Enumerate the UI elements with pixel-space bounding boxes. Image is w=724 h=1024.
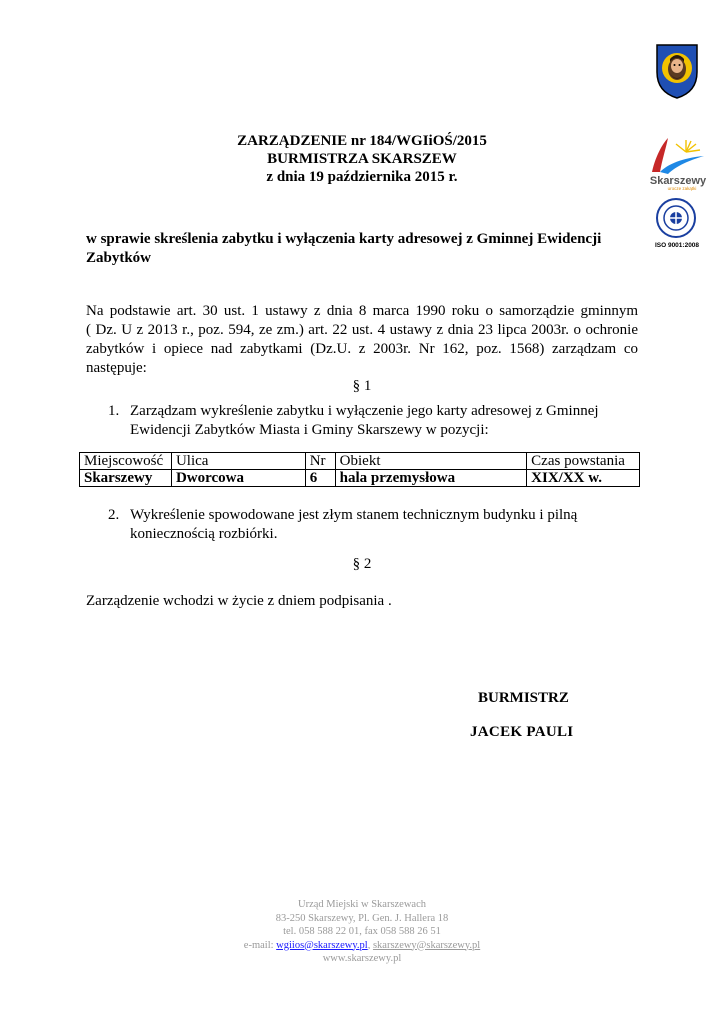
item-line: Ewidencji Zabytków Miasta i Gminy Skarszewy w pozycji: — [130, 422, 489, 438]
effective-clause: Zarządzenie wchodzi w życie z dniem podpisania . — [86, 593, 392, 609]
item-text — [130, 402, 630, 440]
item-number: 1. — [108, 403, 120, 419]
list-item — [108, 506, 628, 546]
email-link-skarszewy[interactable]: skarszewy@skarszewy.pl — [372, 939, 481, 951]
monument-table — [79, 452, 640, 487]
footer-email-line — [0, 939, 724, 953]
table-header-row — [80, 453, 640, 470]
brand-name: Skarszewy — [649, 175, 707, 187]
issuing-authority: BURMISTRZA SKARSZEW — [267, 151, 457, 167]
basis-line: ( Dz. U z 2013 r., poz. 594, ze zm.) art. 22 ust. 4 ustawy z dnia 23 lipca 2003r. o ochronie — [86, 322, 638, 338]
header-cell: Ulica — [171, 453, 305, 470]
footer-address: 83-250 Skarszewy, Pl. Gen. J. Hallera 18 — [275, 912, 449, 924]
email-separator: , — [367, 939, 373, 951]
header-cell: Obiekt — [335, 453, 527, 470]
header-cell: Nr — [305, 453, 335, 470]
legal-basis — [86, 302, 638, 378]
subject-line: Zabytków — [86, 250, 152, 266]
email-link-wgiios[interactable]: wgiios@skarszewy.pl — [276, 939, 368, 951]
signatory-name: JACEK PAULI — [470, 724, 574, 740]
section-1-mark: § 1 — [352, 378, 372, 394]
item-text — [130, 506, 630, 544]
ordinance-subject — [86, 230, 646, 268]
list-item — [108, 402, 628, 442]
header-cell: Czas powstania — [527, 453, 640, 470]
footer-phone: tel. 058 588 22 01, fax 058 588 26 51 — [283, 926, 441, 937]
signatory-role: BURMISTRZ — [478, 690, 569, 706]
footer-office: Urząd Miejski w Skarszewach — [298, 899, 426, 910]
chamber-seal-icon — [648, 198, 704, 238]
table-cell: 6 — [305, 470, 335, 487]
brand-tagline: urocze zakątki — [667, 186, 697, 191]
ordinance-number: ZARZĄDZENIE nr 184/WGIiOŚ/2015 — [237, 133, 487, 149]
table-cell: XIX/XX w. — [527, 470, 640, 487]
basis-line: zabytków i opiece nad zabytkami (Dz.U. z 2003r. Nr 162, poz. 1568) zarządzam co następuje: — [86, 341, 638, 376]
ordinance-title — [0, 132, 724, 186]
subject-line: w sprawie skreślenia zabytku i wyłączenia karty adresowej z Gminnej Ewidencji — [86, 231, 602, 247]
iso-certification-label: ISO 9001:2008 — [654, 242, 700, 249]
table-cell: Skarszewy — [80, 470, 172, 487]
email-prefix: e-mail: — [243, 939, 277, 951]
table-row — [80, 470, 640, 487]
logos-column — [640, 38, 714, 249]
item-line: Zarządzam wykreślenie zabytku i wyłączenie jego karty adresowej z Gminnej — [130, 403, 599, 419]
header-cell: Miejscowość — [80, 453, 172, 470]
table-cell: Dworcowa — [171, 470, 305, 487]
item-number: 2. — [108, 507, 120, 523]
item-line: koniecznością rozbiórki. — [130, 526, 278, 542]
footer — [0, 898, 724, 966]
basis-line: Na podstawie art. 30 ust. 1 ustawy z dnia 8 marca 1990 roku o samorządzie gminnym — [86, 303, 638, 319]
section-2-mark: § 2 — [352, 556, 372, 572]
town-crest-icon — [654, 42, 700, 100]
item-line: Wykreślenie spowodowane jest złym stanem technicznym budynku i pilną — [130, 507, 578, 523]
table-cell: hala przemysłowa — [335, 470, 527, 487]
footer-website: www.skarszewy.pl — [322, 953, 402, 964]
ordinance-date: z dnia 19 października 2015 r. — [266, 169, 458, 185]
